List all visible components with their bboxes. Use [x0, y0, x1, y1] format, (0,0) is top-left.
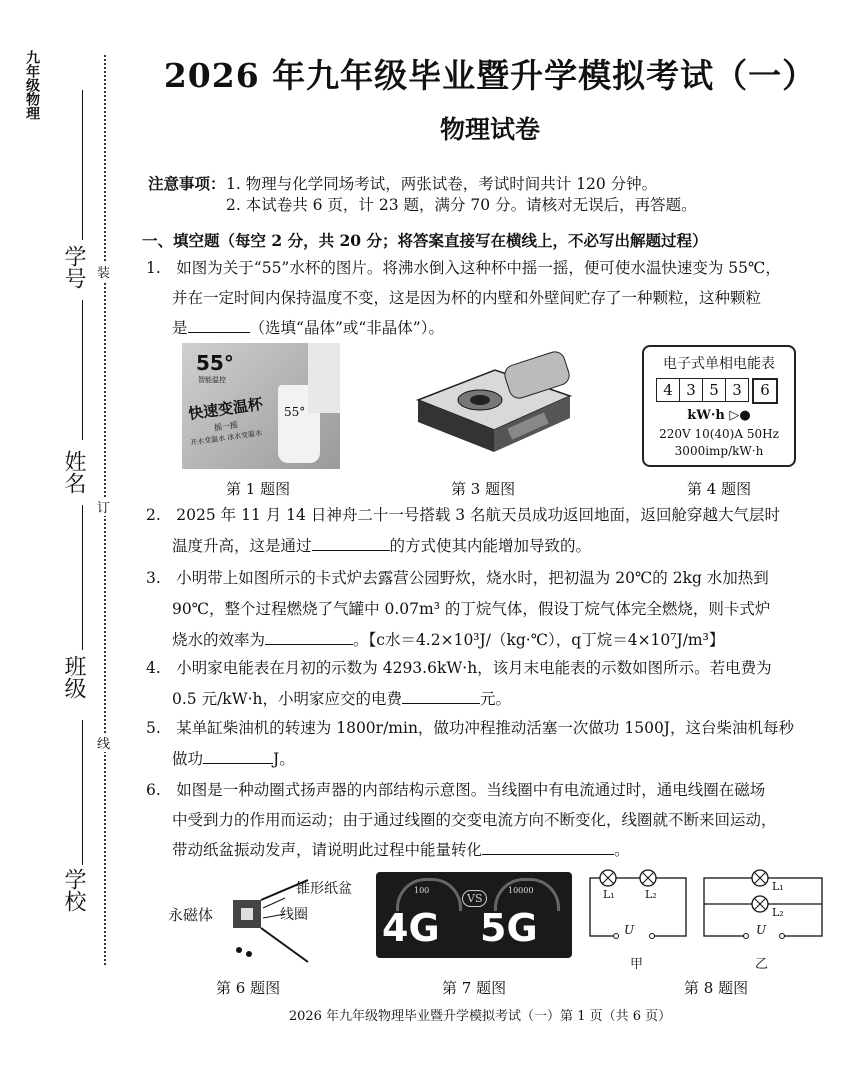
caption-figure-4: 第 4 题图	[687, 480, 752, 498]
q3-text-a: 烧水的效率为	[172, 631, 266, 649]
student-id-field-label: 学号	[61, 245, 86, 289]
q5-line-2	[172, 747, 295, 769]
speaker-magnet-label: 永磁体	[168, 906, 214, 924]
cup-side-temp: 55°	[284, 405, 306, 419]
fig8-label-L2-a: L₂	[645, 888, 657, 901]
caption-figure-7: 第 7 题图	[442, 979, 507, 997]
meter-digit: 4	[656, 378, 680, 402]
q6-line-1: 6. 如图是一种动圈式扬声器的内部结构示意图。当线圈中有电流通过时，通电线圈在磁场	[146, 781, 766, 799]
meter-digits	[656, 378, 778, 404]
fig8-label-L1-b: L₁	[772, 880, 784, 893]
q1-text-a: 是	[172, 319, 188, 337]
figure-4-meter	[642, 345, 796, 467]
q3-text-b: 。【c水＝4.2×10³J/（kg·℃），q丁烷＝4×10⁷J/m³】	[353, 631, 725, 649]
caption-figure-1: 第 1 题图	[226, 480, 291, 498]
caption-figure-3: 第 3 题图	[451, 480, 516, 498]
caption-figure-6: 第 6 题图	[216, 979, 281, 997]
q1-line-3	[172, 316, 444, 338]
cup-banner: 快速变温杯	[187, 394, 264, 424]
meter-digit: 3	[680, 378, 703, 402]
speaker-cone-label: 锥形纸盆	[296, 881, 352, 897]
q3-line-3	[172, 628, 724, 650]
cup-sub-2: 开水变温水 冰水变温水	[189, 429, 263, 447]
figure-1-cup-image	[182, 343, 340, 469]
caption-figure-8: 第 8 题图	[684, 979, 749, 997]
q6-line-3	[172, 838, 630, 860]
class-field-line[interactable]	[82, 505, 83, 650]
meter-unit: kW·h ▷●	[687, 408, 751, 423]
meter-spec-1: 220V 10(40)A 50Hz	[659, 427, 779, 441]
cup-small-label: 智能温控	[198, 376, 226, 384]
q6-text-a: 带动纸盆振动发声，请说明此过程中能量转化	[172, 841, 483, 859]
q5-text-b: J。	[273, 750, 295, 768]
q4-answer-blank[interactable]	[402, 689, 480, 704]
q2-text-b: 的方式使其内能增加导致的。	[389, 537, 592, 555]
fig8-label-U-a: U	[624, 923, 635, 937]
q4-line-2	[172, 687, 511, 709]
exam-title: 2026 年九年级毕业暨升学模拟考试（一）	[163, 56, 817, 95]
q2-line-1: 2. 2025 年 11 月 14 日神舟二十一号搭载 3 名航天员成功返回地面，返回舱穿越大气层时	[146, 506, 781, 524]
label-vs: VS	[462, 890, 487, 907]
q4-text-b: 元。	[480, 690, 512, 708]
speaker-diagram-icon	[223, 878, 313, 968]
q6-text-b: 。	[614, 841, 630, 859]
q3-line-1: 3. 小明带上如图所示的卡式炉去露营公园野炊，烧水时，把初温为 20℃的 2kg 水加热到	[146, 569, 769, 587]
page-footer: 2026 年九年级物理毕业暨升学模拟考试（一）第 1 页（共 6 页）	[288, 1009, 672, 1024]
binding-mark-xian: 线	[97, 733, 110, 752]
exam-subtitle: 物理试卷	[439, 115, 540, 144]
label-5g: 5G	[480, 906, 538, 950]
fig8-label-L2-b: L₂	[772, 906, 784, 919]
cup-sub-1: 摇一摇	[213, 420, 239, 433]
q5-answer-blank[interactable]	[203, 749, 273, 764]
q5-line-1: 5. 某单缸柴油机的转速为 1800r/min，做功冲程推动活塞一次做功 1500J，这台柴油机每秒	[146, 719, 795, 737]
fig8-label-yi: 乙	[755, 957, 769, 972]
label-4g: 4G	[382, 906, 440, 950]
q4-line-1: 4. 小明家电能表在月初的示数为 4293.6kW·h，该月末电能表的示数如图所示。若电费为	[146, 659, 772, 677]
q2-answer-blank[interactable]	[312, 536, 390, 551]
q3-line-2: 90℃，整个过程燃烧了气罐中 0.07m³ 的丁烷气体，假设丁烷气体完全燃烧，则卡式炉	[172, 600, 771, 618]
q5-text-a: 做功	[172, 750, 204, 768]
q2-text-a: 温度升高，这是通过	[172, 537, 312, 555]
notes-line-1: 1. 物理与化学同场考试，两张试卷，考试时间共计 120 分钟。	[226, 175, 658, 193]
meter-title: 电子式单相电能表	[663, 356, 775, 372]
fig8-label-U-b: U	[756, 923, 767, 937]
fig8-label-jia: 甲	[630, 957, 644, 972]
meter-spec-2: 3000imp/kW·h	[674, 444, 764, 458]
cup-top	[308, 343, 340, 413]
q1-text-b: （选填“晶体”或“非晶体”）。	[249, 319, 444, 337]
student-id-field-line[interactable]	[82, 90, 83, 240]
meter-digit: 5	[703, 378, 726, 402]
q4-text-a: 0.5 元/kW·h，小明家应交的电费	[172, 690, 403, 708]
school-field-label: 学校	[61, 868, 86, 912]
binding-mark-ding: 订	[97, 497, 110, 516]
q2-line-2	[172, 534, 591, 556]
class-field-label: 班级	[61, 655, 86, 699]
figure-6-speaker	[168, 870, 378, 970]
q1-line-1: 1. 如图为关于“55”水杯的图片。将沸水倒入这种杯中摇一摇，便可使水温快速变为 55℃，	[146, 259, 781, 277]
gauge-right-value: 10000	[508, 886, 534, 895]
q1-line-2: 并在一定时间内保持温度不变，这是因为杯的内壁和外壁间贮存了一种颗粒，这种颗粒	[172, 289, 762, 307]
meter-digit: 3	[726, 378, 749, 402]
q3-answer-blank[interactable]	[265, 630, 353, 645]
notes-line-2: 2. 本试卷共 6 页，计 23 题，满分 70 分。请核对无误后，再答题。	[226, 196, 697, 214]
meter-digit-last: 6	[752, 378, 778, 404]
school-field-line[interactable]	[82, 720, 83, 865]
name-field-line[interactable]	[82, 300, 83, 440]
figure-7-4g-5g-image	[376, 872, 572, 958]
gauge-left-value: 100	[414, 886, 430, 895]
corner-subject-label: 九年级物理	[24, 50, 40, 120]
figure-3-stove-image	[410, 348, 572, 458]
q6-line-2: 中受到力的作用而运动；由于通过线圈的交变电流方向不断变化，线圈就不断来回运动，	[172, 811, 777, 829]
q6-answer-blank[interactable]	[482, 840, 614, 855]
section-1-heading: 一、填空题（每空 2 分，共 20 分；将答案直接写在横线上，不必写出解题过程）	[142, 231, 708, 250]
q1-answer-blank[interactable]	[188, 318, 250, 333]
name-field-label: 姓名	[61, 450, 86, 494]
cup-temp-label: 55°	[196, 351, 234, 375]
fig8-label-L1-a: L₁	[603, 888, 615, 901]
notes-label: 注意事项：	[148, 174, 226, 193]
figure-8-circuits	[580, 864, 830, 964]
binding-mark-zhuang: 装	[97, 262, 110, 281]
speaker-coil-label: 线圈	[280, 907, 308, 923]
